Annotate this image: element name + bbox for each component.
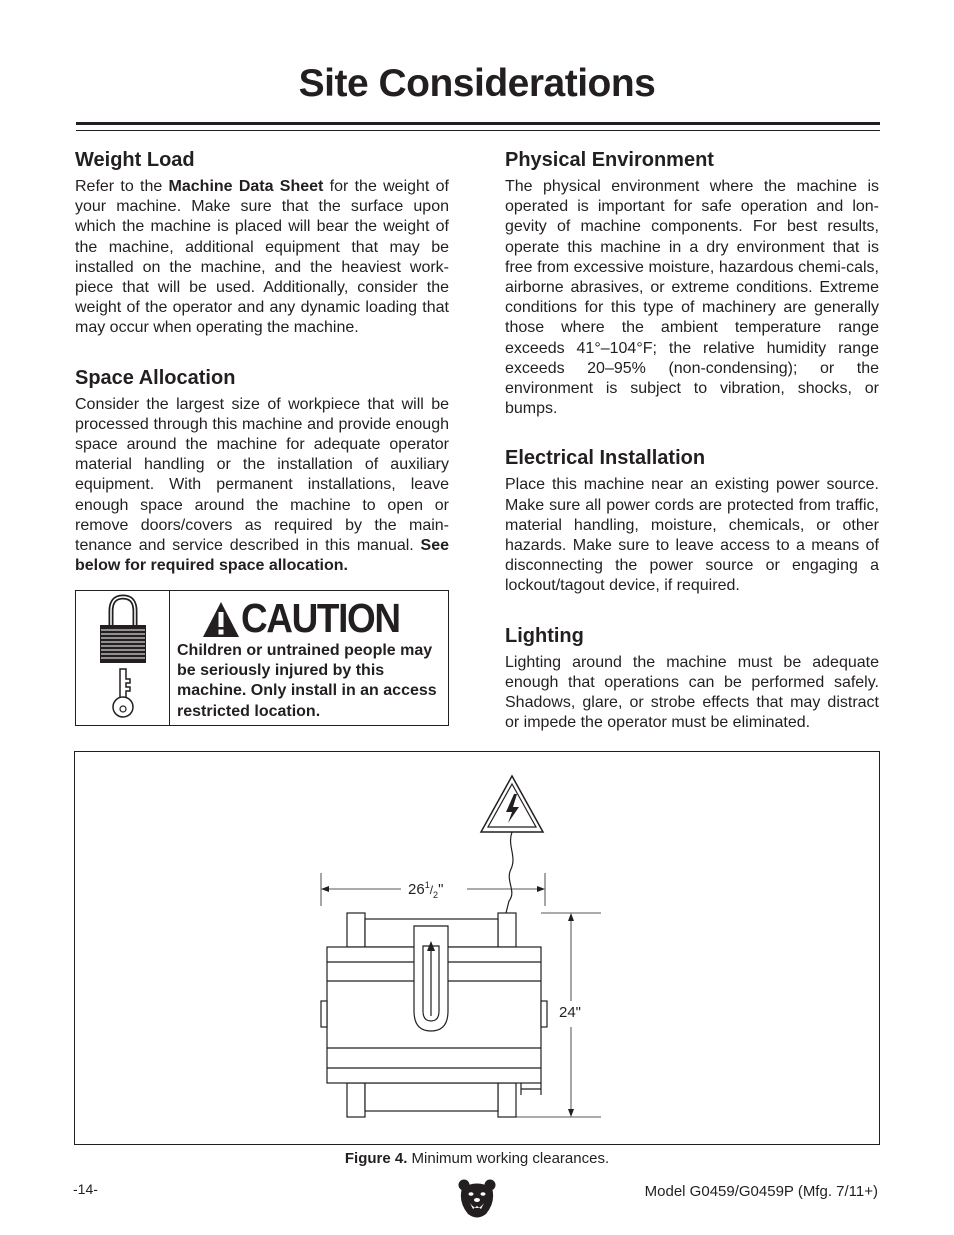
lighting-section [505,624,879,734]
machine-data-sheet-ref: Machine Data Sheet [168,178,324,195]
space-allocation-body: Consider the largest size of workpiece that will be processed through this machine and provide enough space around the machine for adequate operator material handling or the installation of auxiliary equipment. With permanent installations, leave enough space around the machine to open or remove doors/covers as required by the main-tenance and service described in this manual. [75,395,449,555]
caution-triangle-icon [201,600,241,640]
caution-icon-cell [76,591,170,725]
space-allocation-section [75,366,449,577]
depth-dimension-label: 24" [559,1004,582,1021]
caution-box [75,590,449,726]
weight-load-text-end: for the weight of your machine. Make sure that the surface upon which the machine is placed will bear the weight of the machine, additional equipment that may be installed on the machine, and the heaviest work-piece that will be used. Additionally, consider the weight of the operator and any dynamic loading that may occur when operating the machine. [75,178,449,337]
weight-load-text [75,177,449,339]
space-allocation-text [75,395,449,577]
width-dimension-label: $26^1/_2$" [408,880,444,900]
clearance-diagram [75,752,879,1144]
width-frac-num: 1 [424,880,430,890]
weight-load-heading: Weight Load [75,149,195,171]
left-column [75,148,449,603]
figure-caption-text: Minimum working clearances. [407,1150,610,1167]
caution-header [201,595,441,642]
electrical-installation-text: Place this machine near an existing power source. Make sure all power cords are protected from traffic, material handling, moisture, chemicals, or other hazards. Make sure to leave access to a means of disconnecting the power source or engaging a lockout/tagout device, if required. [505,476,879,595]
figure-caption-label: Figure 4. [344,1150,408,1167]
lighting-text: Lighting around the machine must be adequate enough that operations can be performed safely. Shadows, glare, or strobe effects that may distract or impede the operator must be eliminated. [505,653,879,732]
page-title: Site Considerations [298,62,656,105]
physical-environment-section [505,148,879,419]
title-rule-thick [76,122,880,125]
title-rule-thin [76,130,880,131]
caution-text: Children or untrained people may be seriously injured by this machine. Only install in an access restricted location. [177,642,437,720]
figure-caption [0,1150,954,1167]
weight-load-section [75,148,449,339]
caution-label: CAUTION [241,595,400,641]
width-whole: 26 [408,881,425,898]
page-number: -14- [73,1181,98,1197]
electrical-installation-heading: Electrical Installation [505,447,706,470]
model-number: Model G0459/G0459P (Mfg. 7/11+) [644,1183,878,1200]
key-icon [76,591,169,725]
lighting-heading: Lighting [505,624,584,647]
physical-environment-heading: Physical Environment [505,149,714,171]
width-frac-den: 2 [433,890,439,900]
figure-4-box [74,751,880,1145]
physical-environment-text: The physical environment where the machine is operated is important for safe operation and lon-gevity of machine components. For best results, operate this machine in a dry environment that is free from excessive moisture, hazardous chemi-cals, airborne abrasives, or extreme conditions. Extreme conditions for this type of machinery are generally those where the ambient temperature range exceeds 41°–104°F; the relative humidity range exceeds 20–95% (non-condensing); or the environment is subject to vibration, shocks, or bumps. [505,178,879,418]
weight-load-text-start: Refer to the [75,178,169,195]
electrical-hazard-icon [481,776,543,832]
width-unit: " [438,881,444,898]
space-allocation-heading: Space Allocation [75,366,236,389]
right-column [505,148,879,760]
electrical-installation-section [505,446,879,596]
bear-logo-icon [458,1178,496,1220]
machine-top-view [321,913,547,1117]
space-allocation-note: See below for required space allocation. [75,537,449,575]
